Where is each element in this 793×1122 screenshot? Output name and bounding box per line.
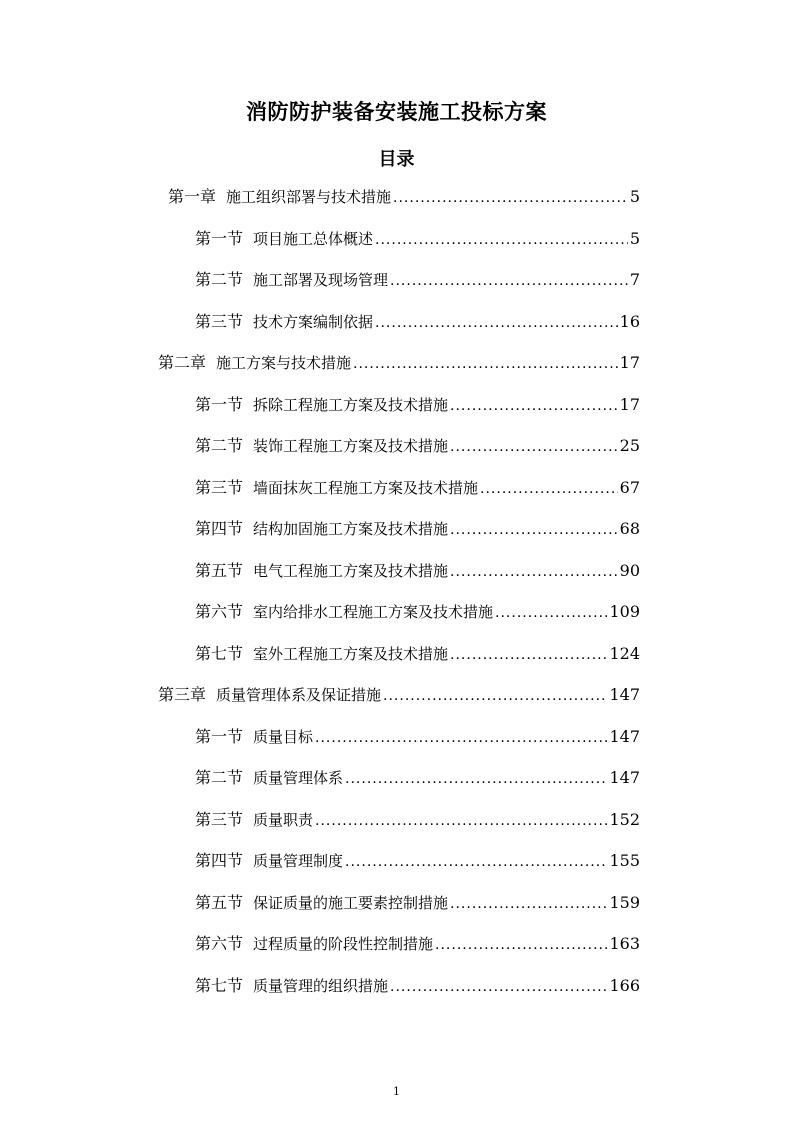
toc-entry[interactable] [195, 228, 640, 250]
toc-entry-page: 90 [619, 561, 640, 580]
toc-entry-page: 5 [629, 187, 640, 206]
toc-entry-title: 保证质量的施工要素控制措施 [253, 894, 449, 912]
toc-entry-number: 第五节 [195, 561, 244, 580]
toc-entry-page: 5 [629, 229, 640, 248]
toc-leader-dots [375, 230, 628, 250]
toc-entry-number: 第三节 [195, 810, 244, 829]
toc-entry-page: 124 [609, 644, 640, 663]
toc-entry-title: 技术方案编制依据 [253, 313, 374, 331]
toc-entry-page: 159 [609, 893, 640, 912]
toc-entry-title: 施工组织部署与技术措施 [226, 188, 392, 206]
toc-entry[interactable] [195, 311, 640, 333]
toc-entry[interactable] [168, 186, 640, 208]
toc-entry-title: 墙面抹灰工程施工方案及技术措施 [253, 479, 479, 497]
toc-heading: 目录 [378, 149, 415, 170]
toc-entry-page: 152 [609, 810, 640, 829]
toc-entry-title: 室外工程施工方案及技术措施 [253, 645, 449, 663]
toc-leader-dots [315, 811, 607, 831]
toc-entry[interactable] [195, 809, 640, 831]
toc-entry[interactable] [195, 892, 640, 914]
toc-entry[interactable] [195, 850, 640, 872]
toc-entry-number: 第二节 [195, 768, 244, 787]
toc-entry[interactable] [195, 933, 640, 955]
toc-entry-page: 166 [609, 976, 640, 995]
toc-entry-number: 第四节 [195, 851, 244, 870]
toc-entry-title: 项目施工总体概述 [253, 230, 374, 248]
toc-entry-title: 施工部署及现场管理 [253, 271, 389, 289]
toc-entry[interactable] [195, 767, 640, 789]
toc-entry-title: 质量管理体系及保证措施 [216, 686, 382, 704]
toc-leader-dots [353, 354, 618, 374]
toc-entry[interactable] [195, 975, 640, 997]
toc-entry-page: 147 [609, 768, 640, 787]
toc-entry[interactable] [195, 435, 640, 457]
toc-entry-page: 17 [619, 395, 640, 414]
toc-entry-title: 施工方案与技术措施 [216, 354, 352, 372]
toc-entry-number: 第三章 [158, 685, 207, 704]
toc-entry-page: 7 [629, 270, 640, 289]
toc-entry-number: 第三节 [195, 478, 244, 497]
toc-entry-number: 第七节 [195, 976, 244, 995]
toc-leader-dots [495, 603, 607, 623]
toc-entry-page: 17 [619, 353, 640, 372]
toc-entry-number: 第六节 [195, 934, 244, 953]
toc-entry-page: 155 [609, 851, 640, 870]
toc-entry-title: 质量管理的组织措施 [253, 977, 389, 995]
toc-leader-dots [450, 437, 618, 457]
toc-entry-number: 第二节 [195, 436, 244, 455]
toc-entry-page: 25 [619, 436, 640, 455]
toc-entry-title: 室内给排水工程施工方案及技术措施 [253, 603, 494, 621]
toc-entry-title: 质量管理体系 [253, 769, 344, 787]
toc-entry[interactable] [195, 560, 640, 582]
toc-entry-title: 质量职责 [253, 811, 314, 829]
toc-leader-dots [435, 935, 607, 955]
toc-entry[interactable] [195, 269, 640, 291]
toc-entry-title: 装饰工程施工方案及技术措施 [253, 437, 449, 455]
toc-entry-number: 第一节 [195, 727, 244, 746]
toc-entry-title: 质量管理制度 [253, 852, 344, 870]
toc-entry-title: 拆除工程施工方案及技术措施 [253, 396, 449, 414]
toc-entry-page: 68 [619, 519, 640, 538]
toc-leader-dots [345, 769, 607, 789]
toc-leader-dots [450, 894, 607, 914]
toc-leader-dots [450, 645, 607, 665]
toc-entry[interactable] [195, 643, 640, 665]
toc-entry-number: 第五节 [195, 893, 244, 912]
toc-entry-number: 第四节 [195, 519, 244, 538]
toc-entry-number: 第三节 [195, 312, 244, 331]
toc-entry[interactable] [195, 726, 640, 748]
toc-entry-number: 第一节 [195, 395, 244, 414]
toc-entry[interactable] [195, 518, 640, 540]
toc-entry[interactable] [195, 601, 640, 623]
toc-leader-dots [450, 520, 618, 540]
toc-entry-title: 电气工程施工方案及技术措施 [253, 562, 449, 580]
toc-entry-number: 第六节 [195, 602, 244, 621]
toc-entry-number: 第二章 [158, 353, 207, 372]
toc-entry-page: 16 [619, 312, 640, 331]
toc-entry-page: 109 [609, 602, 640, 621]
toc-entry-number: 第一章 [168, 187, 217, 206]
toc-entry-number: 第七节 [195, 644, 244, 663]
toc-entry-title: 过程质量的阶段性控制措施 [253, 935, 434, 953]
toc-entry-page: 147 [609, 685, 640, 704]
toc-entry[interactable] [195, 477, 640, 499]
toc-leader-dots [375, 313, 618, 333]
toc-entry[interactable] [158, 352, 640, 374]
toc-leader-dots [393, 188, 628, 208]
toc-entry[interactable] [158, 684, 640, 706]
toc-entry-title: 结构加固施工方案及技术措施 [253, 520, 449, 538]
toc-entry-page: 147 [609, 727, 640, 746]
toc-entry-page: 163 [609, 934, 640, 953]
toc-entry-number: 第一节 [195, 229, 244, 248]
document-title: 消防防护装备安装施工投标方案 [246, 100, 547, 124]
toc-leader-dots [450, 562, 618, 582]
toc-leader-dots [390, 271, 628, 291]
toc-entry-title: 质量目标 [253, 728, 314, 746]
toc-leader-dots [480, 479, 618, 499]
page-number: 1 [393, 1085, 400, 1098]
toc-leader-dots [390, 977, 607, 997]
toc-leader-dots [383, 686, 607, 706]
toc-entry-number: 第二节 [195, 270, 244, 289]
toc-leader-dots [345, 852, 607, 872]
toc-entry-page: 67 [619, 478, 640, 497]
toc-entry[interactable] [195, 394, 640, 416]
toc-leader-dots [315, 728, 607, 748]
toc-leader-dots [450, 396, 618, 416]
